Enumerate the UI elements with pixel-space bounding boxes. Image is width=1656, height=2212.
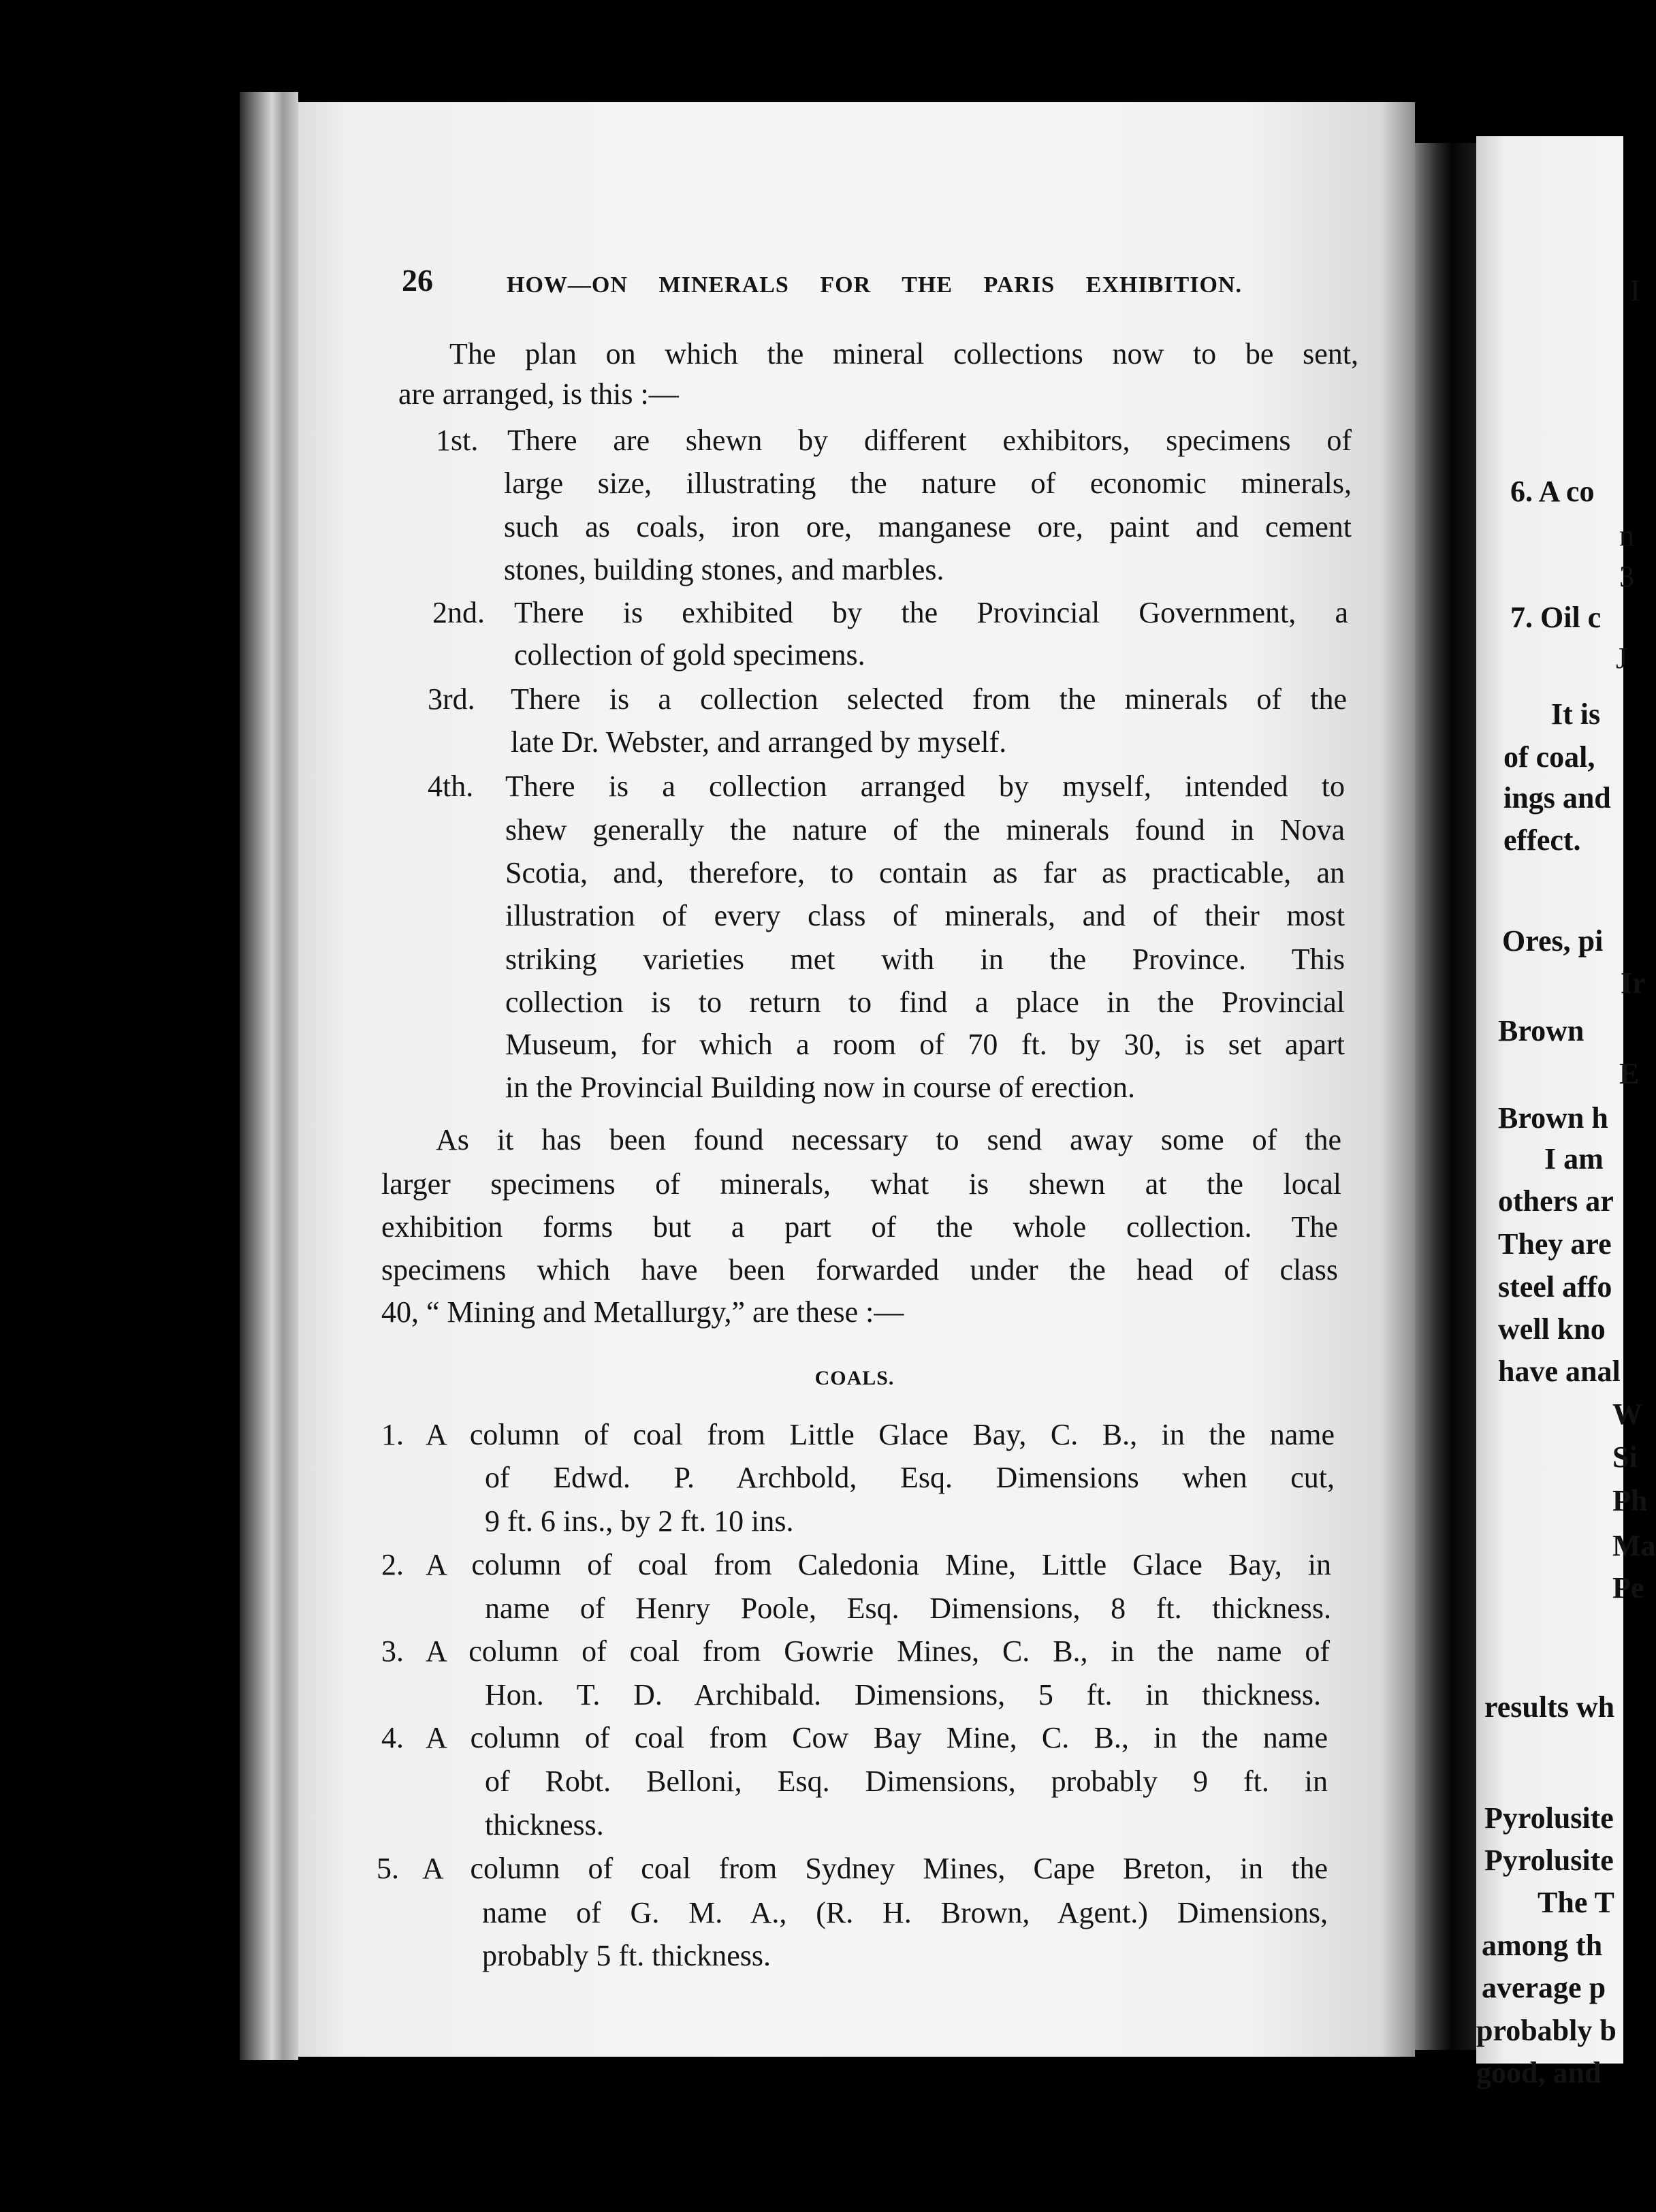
right-page-fragment: average p <box>1482 1971 1606 2004</box>
list-item-label: 4. <box>381 1721 404 1754</box>
right-page-fragment: It is <box>1551 697 1601 731</box>
list-item-line: There is exhibited by the Provincial Government, a <box>514 596 1348 629</box>
list-item-label: 1st. <box>436 424 479 457</box>
list-item-label: 3rd. <box>428 682 475 716</box>
list-item-line: such as coals, iron ore, manganese ore, paint and cement <box>504 510 1352 543</box>
list-item-line: A column of coal from Cow Bay Mine, C. B., in the name <box>426 1721 1328 1754</box>
list-item-line: There is a collection arranged by myself, intended to <box>505 770 1345 803</box>
right-page-fragment: steel affo <box>1498 1270 1612 1304</box>
list-item-label: 1. <box>381 1418 404 1451</box>
right-page-fragment: n <box>1619 519 1634 552</box>
right-page-fragment: well kno <box>1498 1312 1606 1346</box>
right-page-fragment: probably b <box>1476 2014 1617 2047</box>
right-page-fragment: Brown <box>1498 1014 1585 1047</box>
running-head: HOW—ON MINERALS FOR THE PARIS EXHIBITION. <box>507 272 1242 298</box>
list-item-line: There are shewn by different exhibitors, specimens of <box>507 424 1352 457</box>
list-item-line: of Robt. Belloni, Esq. Dimensions, probably 9 ft. in <box>485 1765 1328 1798</box>
right-page-fragment: Pyrolusite <box>1484 1844 1614 1877</box>
list-item-line: collection is to return to find a place in the Provincial <box>505 985 1345 1019</box>
right-page-fragment: E <box>1619 1057 1640 1090</box>
right-page-fragment: 7. Oil c <box>1510 601 1602 634</box>
intro-line: are arranged, is this :— <box>398 377 679 411</box>
list-item-label: 5. <box>377 1852 399 1885</box>
list-item-line: A column of coal from Gowrie Mines, C. B., in the name of <box>426 1634 1330 1668</box>
list-item-line: shew generally the nature of the minerals found in Nova <box>505 813 1345 847</box>
right-page-fragment: I <box>1630 274 1640 307</box>
list-item-line: There is a collection selected from the minerals of the <box>511 682 1347 716</box>
right-page-fragment: They are <box>1498 1227 1612 1261</box>
list-item-label: 2nd. <box>432 596 485 629</box>
right-page-fragment: 3 <box>1619 560 1634 593</box>
right-page-fragment: The T <box>1538 1886 1614 1919</box>
list-item-line: A column of coal from Caledonia Mine, Little Glace Bay, in <box>426 1548 1331 1581</box>
list-item-line: 9 ft. 6 ins., by 2 ft. 10 ins. <box>485 1504 794 1538</box>
right-page-fragment: of coal, <box>1503 740 1595 774</box>
page-number: 26 <box>402 263 433 298</box>
paragraph-line: 40, “ Mining and Metallurgy,” are these :— <box>381 1295 904 1329</box>
list-item-line: A column of coal from Little Glace Bay, C. B., in the name <box>426 1418 1335 1451</box>
right-page-fragment: among th <box>1482 1929 1603 1962</box>
list-item-label: 2. <box>381 1548 404 1581</box>
right-page-fragment: results wh <box>1484 1690 1615 1724</box>
list-item-line: probably 5 ft. thickness. <box>482 1939 771 1972</box>
right-page-fragment: ings and <box>1503 781 1611 815</box>
list-item-label: 3. <box>381 1634 404 1668</box>
section-heading: COALS. <box>814 1367 895 1389</box>
right-page-fragment: effect. <box>1503 823 1581 857</box>
right-page-fragment: Ir <box>1621 966 1646 1000</box>
right-page-fragment: good, and <box>1476 2056 1602 2089</box>
list-item-line: stones, building stones, and marbles. <box>504 553 944 586</box>
paragraph-line: As it has been found necessary to send away some of the <box>436 1123 1341 1156</box>
paragraph-line: specimens which have been forwarded under the head of class <box>381 1253 1338 1286</box>
right-page-fragment: Ma <box>1612 1529 1656 1562</box>
right-page-fragment: Pe <box>1612 1571 1644 1605</box>
list-item-line: of Edwd. P. Archbold, Esq. Dimensions when cut, <box>485 1461 1335 1494</box>
list-item-line: Hon. T. D. Archibald. Dimensions, 5 ft. in thickness. <box>485 1678 1321 1711</box>
right-page-fragment: 6. A co <box>1510 475 1595 508</box>
right-page-fragment: Pyrolusite <box>1484 1801 1614 1835</box>
list-item-label: 4th. <box>428 770 474 803</box>
list-item-line: name of G. M. A., (R. H. Brown, Agent.) Dimensions, <box>482 1896 1328 1929</box>
right-page-fragment: Ph <box>1612 1484 1648 1517</box>
right-page-fragment: Si <box>1612 1440 1638 1474</box>
list-item-line: collection of gold specimens. <box>514 638 865 672</box>
list-item-line: name of Henry Poole, Esq. Dimensions, 8 ft. thickness. <box>485 1592 1331 1625</box>
list-item-line: thickness. <box>485 1808 604 1842</box>
right-page-fragment: others ar <box>1498 1184 1614 1218</box>
right-page-fragment: Ores, pi <box>1502 924 1604 958</box>
list-item-line: striking varieties met with in the Province. This <box>505 943 1345 976</box>
list-item-line: late Dr. Webster, and arranged by myself. <box>511 725 1007 759</box>
right-page-fragment: J <box>1616 642 1628 675</box>
right-page-fragment: I am <box>1544 1142 1604 1175</box>
intro-line: The plan on which the mineral collections now to be sent, <box>449 337 1358 370</box>
list-item-line: illustration of every class of minerals, and of their most <box>505 899 1345 932</box>
list-item-line: Scotia, and, therefore, to contain as far as practicable, an <box>505 856 1345 889</box>
paragraph-line: larger specimens of minerals, what is shewn at the local <box>381 1167 1341 1201</box>
list-item-line: in the Provincial Building now in course of erection. <box>505 1071 1136 1104</box>
right-page-fragment: W <box>1612 1397 1642 1431</box>
right-page-fragment: Brown h <box>1498 1101 1608 1135</box>
list-item-line: A column of coal from Sydney Mines, Cape Breton, in the <box>422 1852 1328 1885</box>
right-page-fragment: have anal <box>1498 1355 1621 1388</box>
paragraph-line: exhibition forms but a part of the whole collection. The <box>381 1210 1338 1244</box>
list-item-line: large size, illustrating the nature of economic minerals, <box>504 467 1352 500</box>
list-item-line: Museum, for which a room of 70 ft. by 30, is set apart <box>505 1028 1345 1061</box>
